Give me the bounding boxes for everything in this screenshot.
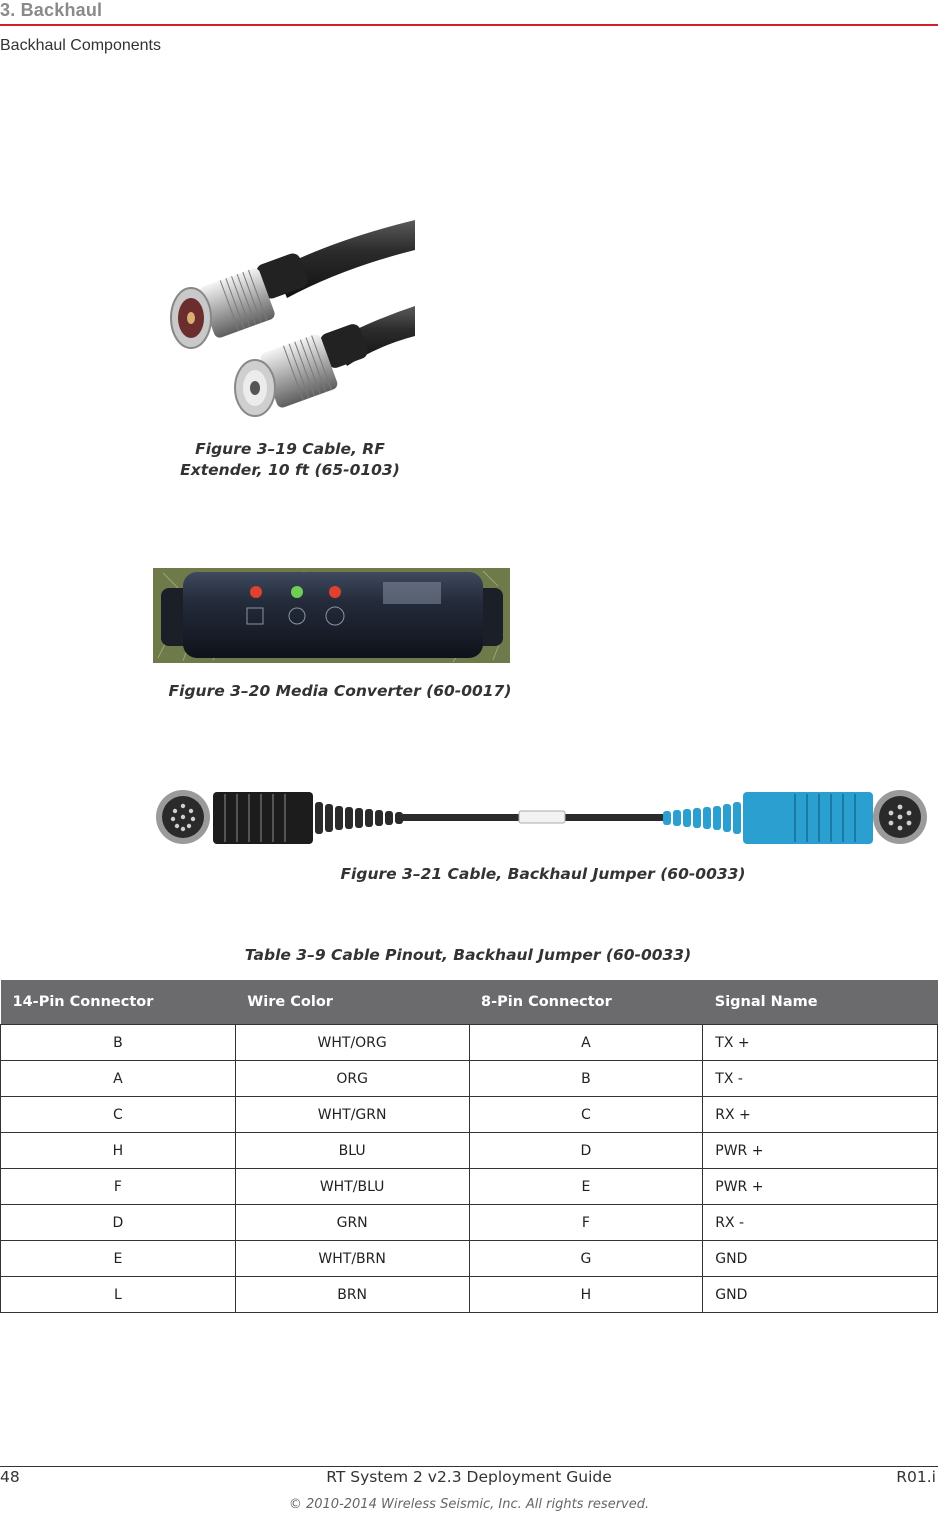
table-row bbox=[1, 1025, 938, 1061]
cell-signal-name: TX - bbox=[703, 1061, 938, 1097]
figure-3-19-caption-line1: Figure 3–19 Cable, RF bbox=[195, 440, 385, 458]
cell-wire-color: BLU bbox=[235, 1133, 469, 1169]
table-3-9-caption: Table 3–9 Cable Pinout, Backhaul Jumper (60-0033) bbox=[244, 946, 692, 964]
doc-title: RT System 2 v2.3 Deployment Guide bbox=[326, 1468, 612, 1486]
pinout-table bbox=[0, 980, 938, 1313]
cell-8-pin: A bbox=[469, 1025, 703, 1061]
cell-8-pin: B bbox=[469, 1061, 703, 1097]
cell-signal-name: PWR + bbox=[703, 1133, 938, 1169]
table-header-row bbox=[1, 980, 938, 1025]
cell-8-pin: C bbox=[469, 1097, 703, 1133]
chapter-title: 3. Backhaul bbox=[0, 0, 103, 20]
cell-8-pin: E bbox=[469, 1169, 703, 1205]
col-14-pin-connector: 14-Pin Connector bbox=[1, 980, 236, 1025]
copyright-notice: © 2010-2014 Wireless Seismic, Inc. All rights reserved. bbox=[288, 1497, 650, 1512]
cell-14-pin: E bbox=[1, 1241, 236, 1277]
figure-3-19-caption-line2: Extender, 10 ft (65-0103) bbox=[180, 461, 400, 479]
cell-wire-color: WHT/BRN bbox=[235, 1241, 469, 1277]
footer-rule bbox=[0, 1466, 938, 1467]
cell-14-pin: D bbox=[1, 1205, 236, 1241]
revision: R01.i bbox=[896, 1468, 936, 1486]
figure-3-20-caption: Figure 3–20 Media Converter (60-0017) bbox=[168, 682, 512, 700]
cell-8-pin: H bbox=[469, 1277, 703, 1313]
header-rule bbox=[0, 24, 938, 26]
cell-signal-name: RX + bbox=[703, 1097, 938, 1133]
cell-14-pin: F bbox=[1, 1169, 236, 1205]
cell-14-pin: L bbox=[1, 1277, 236, 1313]
cell-wire-color: BRN bbox=[235, 1277, 469, 1313]
table-row bbox=[1, 1277, 938, 1313]
section-title: Backhaul Components bbox=[0, 37, 161, 54]
cell-signal-name: TX + bbox=[703, 1025, 938, 1061]
table-row bbox=[1, 1241, 938, 1277]
table-row bbox=[1, 1097, 938, 1133]
cell-wire-color: WHT/GRN bbox=[235, 1097, 469, 1133]
table-row bbox=[1, 1169, 938, 1205]
cell-wire-color: GRN bbox=[235, 1205, 469, 1241]
cell-14-pin: H bbox=[1, 1133, 236, 1169]
figure-3-21-caption: Figure 3–21 Cable, Backhaul Jumper (60-0033) bbox=[340, 865, 746, 883]
col-wire-color: Wire Color bbox=[235, 980, 469, 1025]
cell-8-pin: F bbox=[469, 1205, 703, 1241]
page-number: 48 bbox=[0, 1468, 20, 1486]
table-row bbox=[1, 1205, 938, 1241]
rf-extender-cable-image bbox=[163, 210, 415, 422]
media-converter-image bbox=[153, 568, 510, 663]
cell-14-pin: B bbox=[1, 1025, 236, 1061]
cell-signal-name: RX - bbox=[703, 1205, 938, 1241]
col-signal-name: Signal Name bbox=[703, 980, 938, 1025]
cell-wire-color: ORG bbox=[235, 1061, 469, 1097]
cell-wire-color: WHT/BLU bbox=[235, 1169, 469, 1205]
figure-3-19-caption bbox=[160, 439, 420, 481]
cell-8-pin: G bbox=[469, 1241, 703, 1277]
cell-14-pin: C bbox=[1, 1097, 236, 1133]
col-8-pin-connector: 8-Pin Connector bbox=[469, 980, 703, 1025]
table-row bbox=[1, 1133, 938, 1169]
cell-signal-name: GND bbox=[703, 1241, 938, 1277]
backhaul-jumper-cable-image bbox=[155, 788, 930, 848]
cell-8-pin: D bbox=[469, 1133, 703, 1169]
cell-signal-name: GND bbox=[703, 1277, 938, 1313]
cell-wire-color: WHT/ORG bbox=[235, 1025, 469, 1061]
cell-14-pin: A bbox=[1, 1061, 236, 1097]
table-row bbox=[1, 1061, 938, 1097]
cell-signal-name: PWR + bbox=[703, 1169, 938, 1205]
